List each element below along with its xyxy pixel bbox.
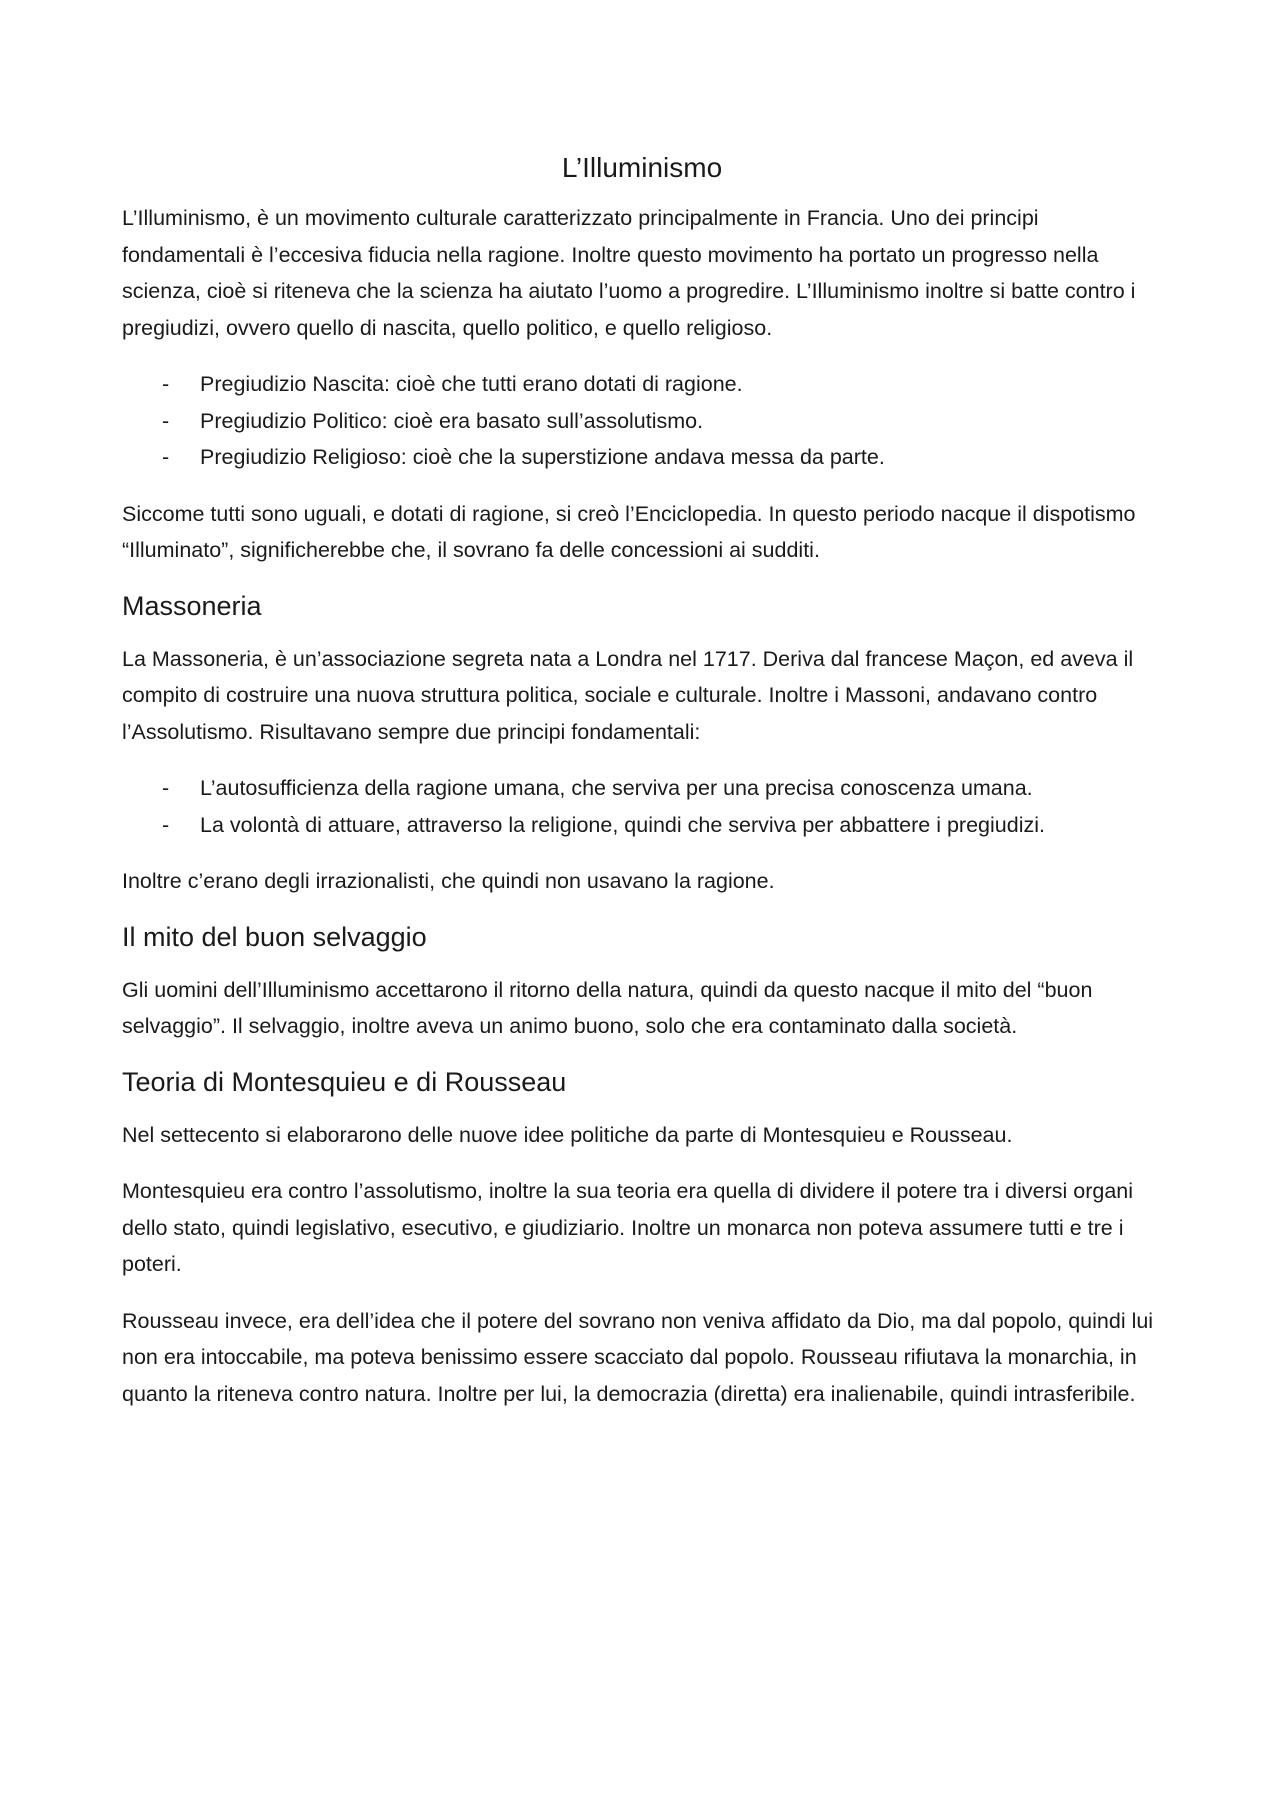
teoria-paragraph-settecento: Nel settecento si elaborarono delle nuove idee politiche da parte di Montesquieu e Rousseau. bbox=[122, 1122, 1013, 1147]
list-dash: - bbox=[162, 372, 170, 396]
list-item bbox=[122, 403, 1162, 440]
heading-teoria: Teoria di Montesquieu e di Rousseau bbox=[122, 1066, 567, 1097]
list-dash: - bbox=[162, 445, 170, 469]
list-dash: - bbox=[162, 408, 170, 433]
list-dash: - bbox=[162, 776, 170, 800]
list-item-text: L’autosufficienza della ragione umana, che serviva per una precisa conoscenza umana. bbox=[200, 776, 1033, 800]
list-item bbox=[122, 439, 1162, 476]
list-item-text: Pregiudizio Religioso: cioè che la superstizione andava messa da parte. bbox=[200, 445, 885, 469]
intro-paragraph: L’Illuminismo, è un movimento culturale caratterizzato principalmente in Francia. Uno dei principi fondamentali è l’eccesiva fiducia nella ragione. Inoltre questo movimento ha portato un progresso nella scienza, cioè si riteneva che la scienza ha aiutato l’uomo a progredire. L’Illuminismo inoltre si batte contro i pregiudizi, ovvero quello di nascita, quello politico, e quello religioso. bbox=[122, 206, 1136, 340]
teoria-paragraph-rousseau: Rousseau invece, era dell’idea che il potere del sovrano non veniva affidato da Dio, ma dal popolo, quindi lui non era intoccabile, ma poteva benissimo essere scacciato dal popolo. Rousseau rifiutava la monarchia, in quanto la riteneva contro natura. Inoltre per lui, la democrazia (diretta) era inalienabile, quindi intrasferibile. bbox=[122, 1308, 1154, 1406]
list-item bbox=[122, 770, 1162, 807]
prejudice-list bbox=[122, 366, 1162, 476]
massoneria-principles-list bbox=[122, 770, 1162, 843]
heading-massoneria: Massoneria bbox=[122, 590, 262, 621]
teoria-paragraph-montesquieu: Montesquieu era contro l’assolutismo, inoltre la sua teoria era quella di dividere il potere tra i diversi organi dello stato, quindi legislativo, esecutivo, e giudiziario. Inoltre un monarca non poteva assumere tutti e tre i poteri. bbox=[122, 1179, 1134, 1276]
list-dash: - bbox=[162, 812, 170, 837]
list-item bbox=[122, 366, 1162, 403]
document-title: L’Illuminismo bbox=[561, 152, 723, 183]
heading-buon-selvaggio: Il mito del buon selvaggio bbox=[122, 921, 427, 952]
irrazionalisti-paragraph: Inoltre c’erano degli irrazionalisti, che quindi non usavano la ragione. bbox=[122, 869, 775, 893]
list-item-text: La volontà di attuare, attraverso la religione, quindi che serviva per abbattere i pregiudizi. bbox=[200, 812, 1045, 837]
buon-selvaggio-paragraph: Gli uomini dell’Illuminismo accettarono il ritorno della natura, quindi da questo nacque il mito del “buon selvaggio”. Il selvaggio, inoltre aveva un animo buono, solo che era contaminato dalla società. bbox=[122, 977, 1093, 1038]
encyclopedia-paragraph: Siccome tutti sono uguali, e dotati di ragione, si creò l’Enciclopedia. In questo periodo nacque il dispotismo “Illuminato”, significherebbe che, il sovrano fa delle concessioni ai sudditi. bbox=[122, 501, 1136, 562]
list-item bbox=[122, 807, 1162, 844]
document-page bbox=[122, 150, 1162, 1432]
massoneria-paragraph: La Massoneria, è un’associazione segreta nata a Londra nel 1717. Deriva dal francese Maçon, ed aveva il compito di costruire una nuova struttura politica, sociale e culturale. Inoltre i Massoni, andavano contro l’Assolutismo. Risultavano sempre due principi fondamentali: bbox=[122, 646, 1134, 744]
list-item-text: Pregiudizio Politico: cioè era basato sull’assolutismo. bbox=[200, 408, 704, 433]
list-item-text: Pregiudizio Nascita: cioè che tutti erano dotati di ragione. bbox=[200, 372, 743, 396]
